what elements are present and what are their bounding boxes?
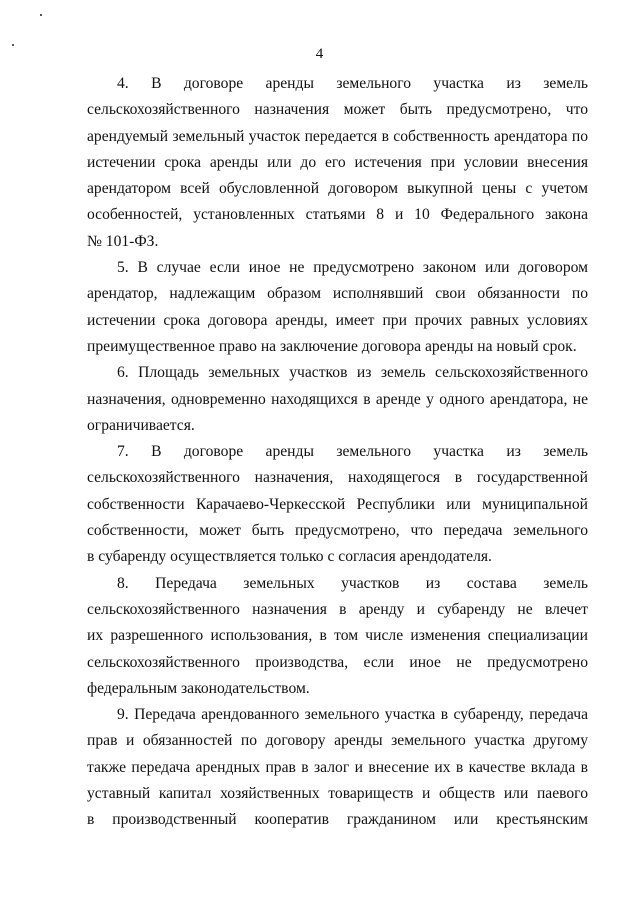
text-line: 4. В договоре аренды земельного участка из земель [117,75,588,92]
text-line: арендатором всей обусловленной договором выкупной цены с учетом [87,180,588,198]
text-line: сельскохозяйственного назначения может быть предусмотрено, что [87,101,588,119]
text-line: уставный капитал хозяйственных товариществ и обществ или паевого [87,785,588,803]
text-line: ограничивается. [87,416,195,434]
text-line: в производственный кооператив гражданином или крестьянским [87,811,588,829]
document-body [87,71,588,834]
text-line: 7. В договоре аренды земельного участка из земель [117,443,588,461]
text-line: федеральным законодательством. [87,679,310,697]
text-line: назначения, одновременно находящихся в аренде у одного арендатора, не [87,390,588,408]
paragraph-7 [87,439,588,570]
text-line: 6. Площадь земельных участков из земель сельскохозяйственного [117,364,588,382]
text-line: арендуемый земельный участок передается в собственность арендатора по [87,127,588,145]
text-line: № 101-ФЗ. [87,232,159,250]
text-line: 5. В случае если иное не предусмотрено законом или договором [117,259,588,277]
page-number: 4 [315,46,324,62]
scan-speck [40,14,42,16]
text-line: сельскохозяйственного назначения в аренду и субаренду не влечет [87,600,588,618]
text-line: преимущественное право на заключение договора аренды на новый срок. [87,337,577,355]
text-line: истечении срока аренды или до его истечения при условии внесения [87,153,588,171]
text-line: прав и обязанностей по договору аренды земельного участка другому [87,732,588,750]
text-line: 8. Передача земельных участков из состава земель [117,574,588,592]
paragraph-5 [87,255,588,360]
paragraph-8 [87,571,588,702]
paragraph-9 [87,702,588,833]
text-line: в субаренду осуществляется только с согласия арендодателя. [87,548,492,566]
text-line: особенностей, установленных статьями 8 и 10 Федерального закона [87,206,588,224]
text-line: истечении срока договора аренды, имеет при прочих равных условиях [87,311,588,329]
text-line: собственности Карачаево-Черкесской Республики или муниципальной [87,495,588,513]
text-line: сельскохозяйственного назначения, находящегося в государственной [87,469,588,487]
text-line: арендатор, надлежащим образом исполнявший свои обязанности по [87,285,588,303]
text-line: их разрешенного использования, в том числе изменения специализации [87,627,588,645]
paragraph-4 [87,71,588,255]
text-line: сельскохозяйственного производства, если иное не предусмотрено [87,653,588,671]
text-line: 9. Передача арендованного земельного участка в субаренду, передача [117,706,588,724]
text-line: также передача арендных прав в залог и внесение их в качестве вклада в [87,758,588,776]
paragraph-6 [87,360,588,439]
text-line: собственности, может быть предусмотрено, что передача земельного [87,522,588,540]
